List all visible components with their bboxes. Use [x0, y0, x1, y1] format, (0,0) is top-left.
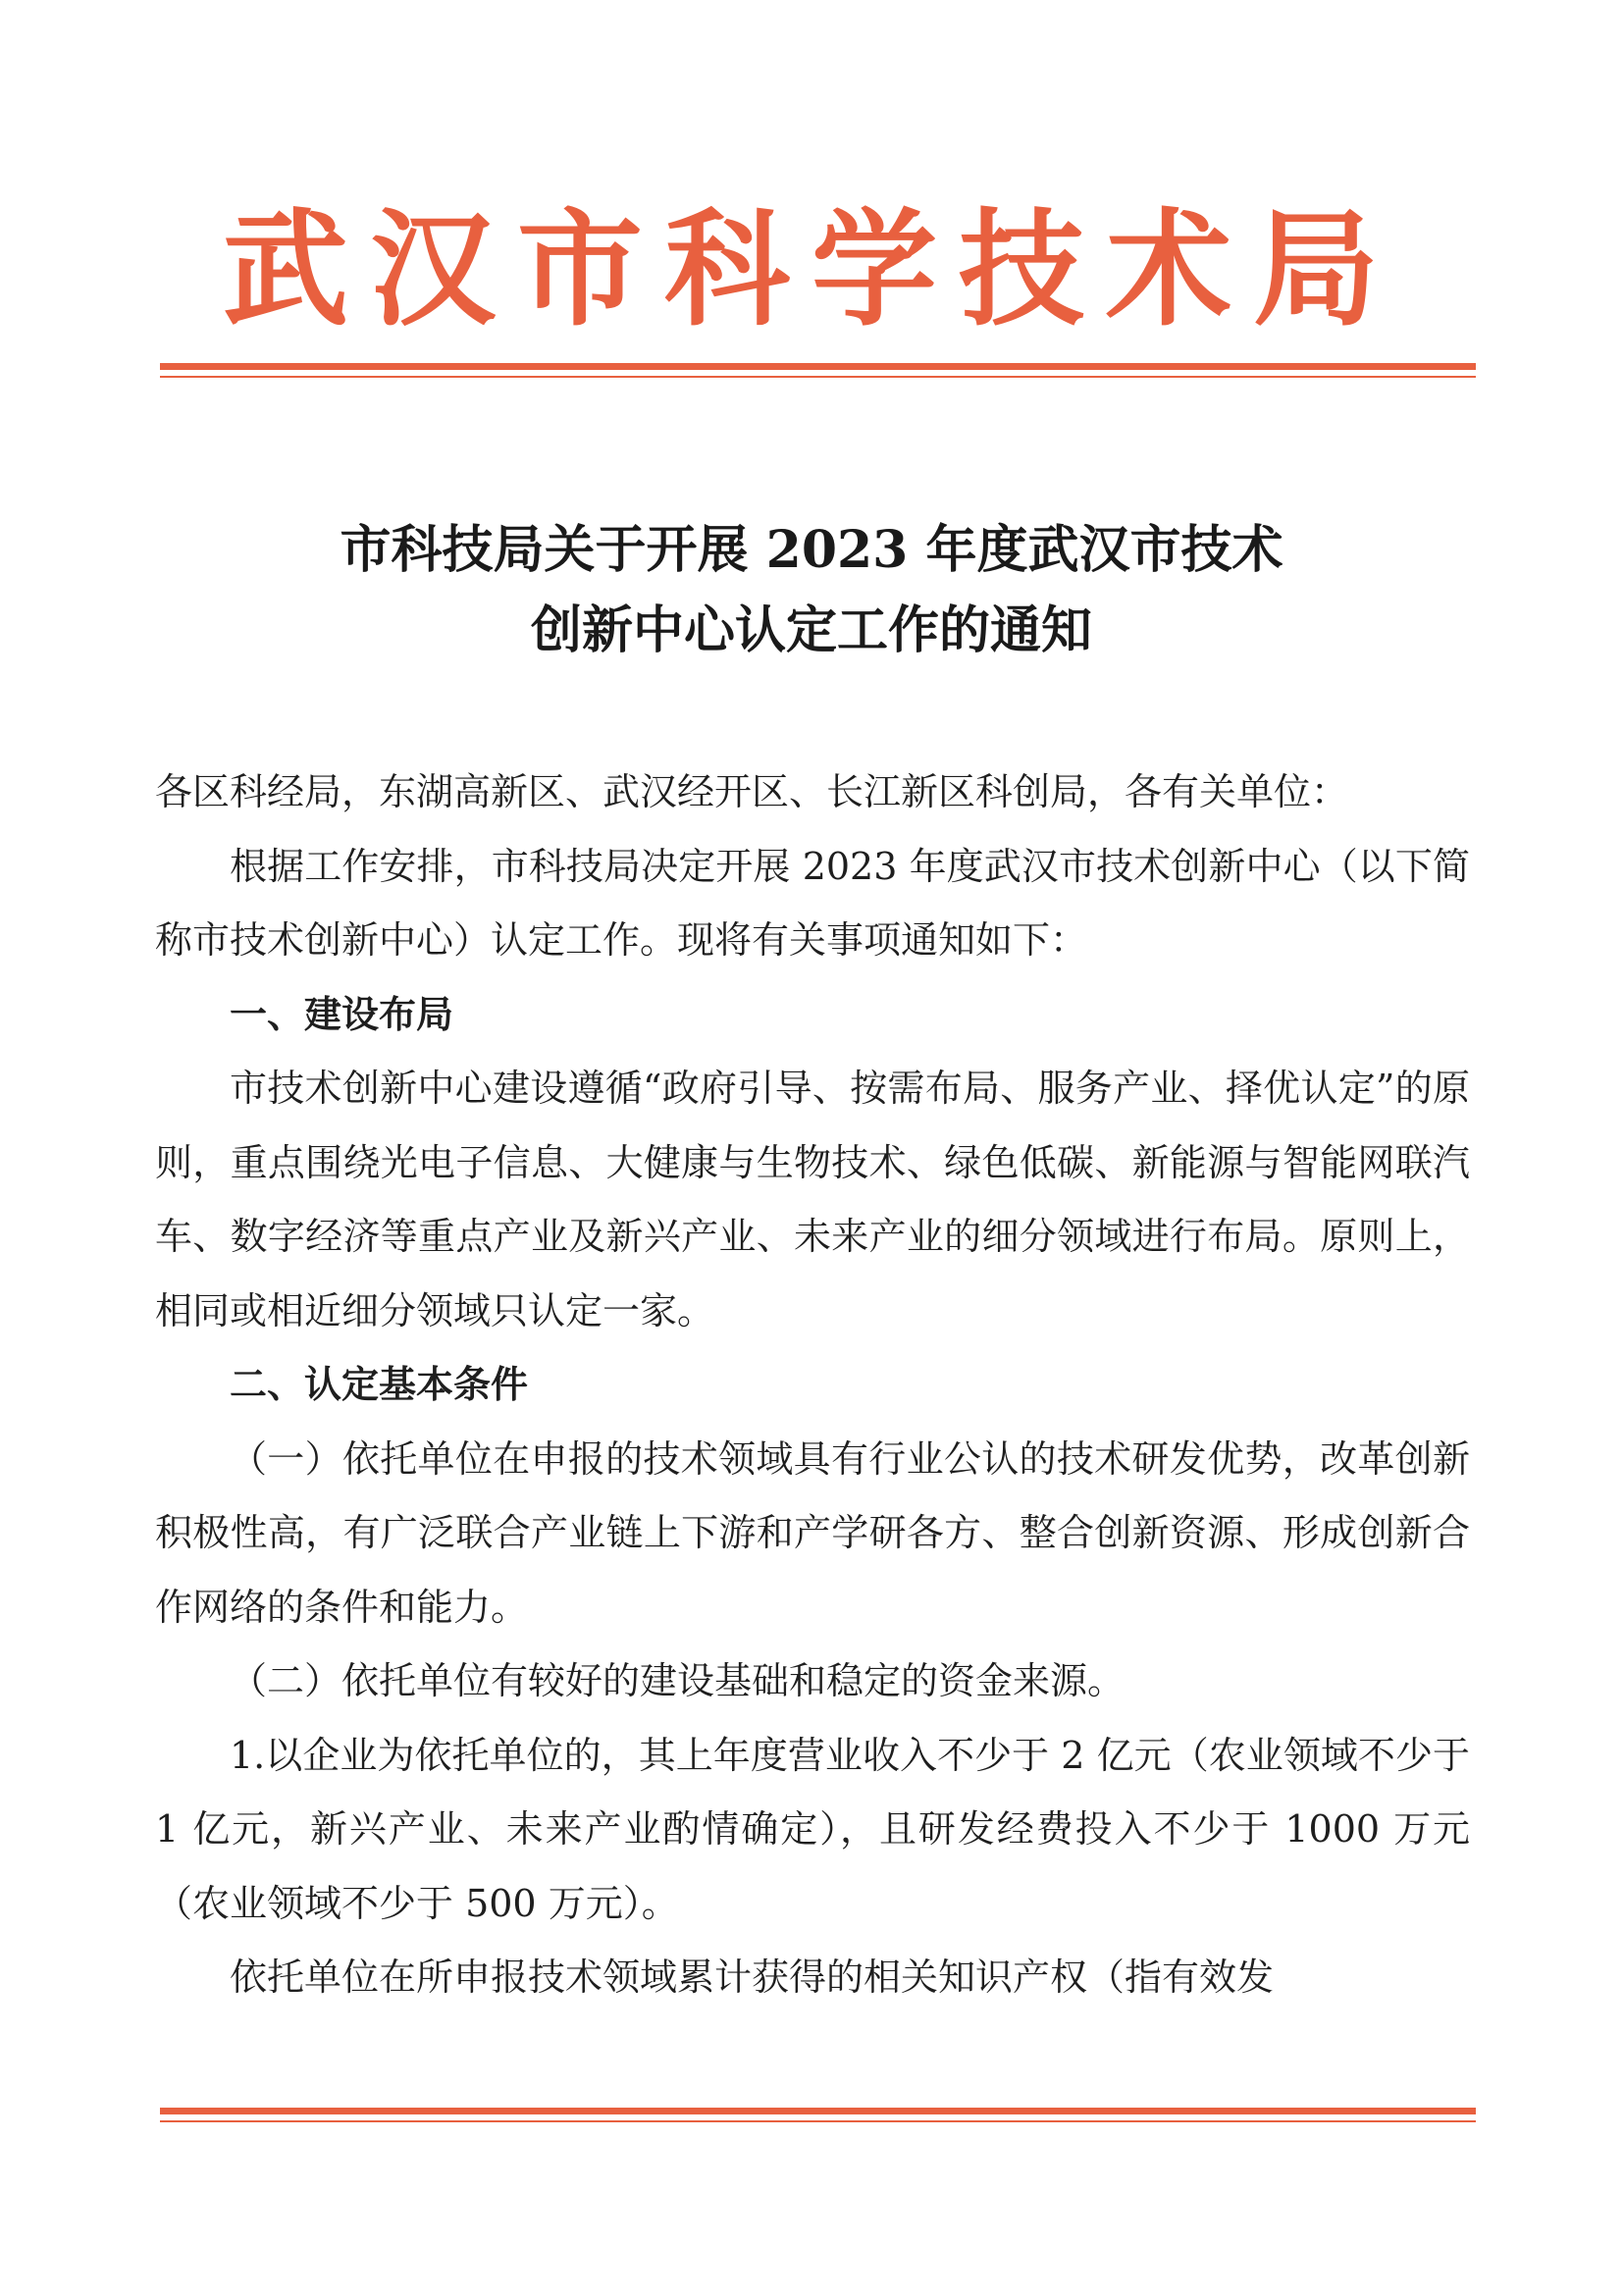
- footer-red-rule: [160, 2108, 1476, 2122]
- condition-2-item-1-paragraph: 1.以企业为依托单位的，其上年度营业收入不少于 2 亿元（农业领域不少于 1 亿元，新兴产业、未来产业酌情确定），且研发经费投入不少于 1000 万元（农业领域不少于 500 万元）。: [155, 1733, 1470, 1925]
- document-title-line-1: 市科技局关于开展 2023 年度武汉市技术: [340, 520, 1283, 580]
- intro-paragraph: 根据工作安排，市科技局决定开展 2023 年度武汉市技术创新中心（以下简称市技术创新中心）认定工作。现将有关事项通知如下：: [155, 844, 1470, 962]
- document-title-line-2: 创新中心认定工作的通知: [530, 600, 1092, 660]
- document-body: [155, 756, 1470, 2015]
- section-heading-layout: 一、建设布局: [230, 992, 454, 1036]
- letterhead-red-rule: [160, 363, 1476, 378]
- recipients-line: 各区科经局，东湖高新区、武汉经开区、长江新区科创局，各有关单位：: [155, 770, 1349, 813]
- section-layout-paragraph: 市技术创新中心建设遵循“政府引导、按需布局、服务产业、择优认定”的原则，重点围绕光电子信息、大健康与生物技术、绿色低碳、新能源与智能网联汽车、数字经济等重点产业及新兴产业、未来产业的细分领域进行布局。原则上，相同或相近细分领域只认定一家。: [155, 1067, 1470, 1332]
- document-title: [0, 510, 1623, 671]
- condition-1-paragraph: （一）依托单位在申报的技术领域具有行业公认的技术研发优势，改革创新积极性高，有广泛联合产业链上下游和产学研各方、整合创新资源、形成创新合作网络的条件和能力。: [155, 1436, 1470, 1629]
- letterhead-org-name: 武汉市科学技术局: [222, 197, 1400, 343]
- condition-2-ip-paragraph: 依托单位在所申报技术领域累计获得的相关知识产权（指有效发: [230, 1956, 1275, 1999]
- section-heading-conditions: 二、认定基本条件: [230, 1363, 529, 1406]
- condition-2-paragraph: （二）依托单位有较好的建设基础和稳定的资金来源。: [230, 1659, 1126, 1702]
